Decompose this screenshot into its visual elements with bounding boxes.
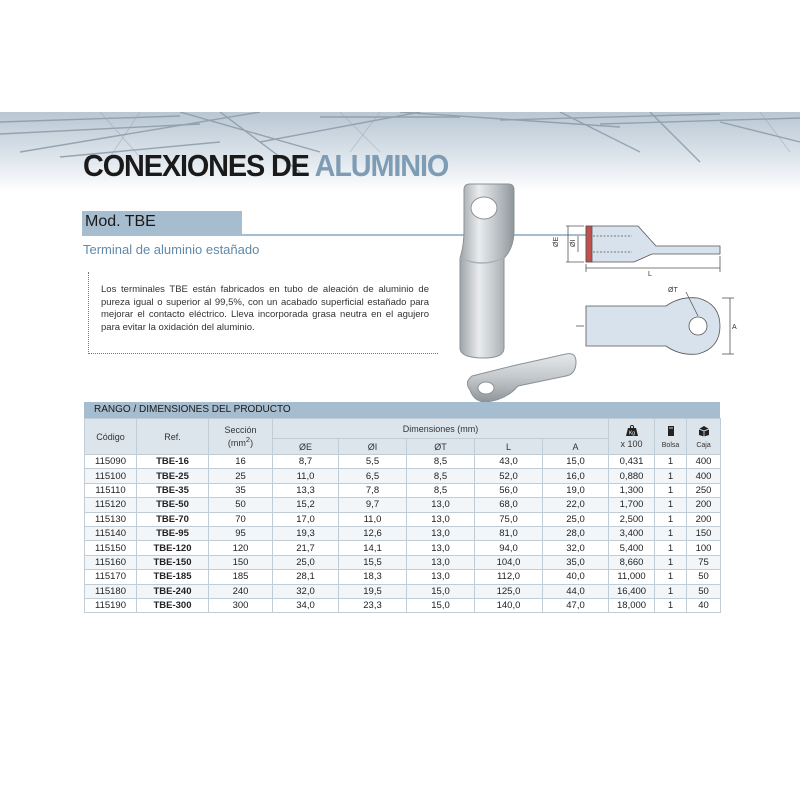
cell-codigo: 115090 <box>85 455 137 469</box>
page-title <box>83 148 448 184</box>
cell-seccion: 150 <box>209 555 273 569</box>
cell-i: 15,5 <box>339 555 407 569</box>
header-caja-label: Caja <box>696 441 711 449</box>
cell-l: 75,0 <box>475 512 543 526</box>
cell-e: 8,7 <box>273 455 339 469</box>
cell-a: 44,0 <box>543 584 609 598</box>
cell-kg: 1,700 <box>609 498 655 512</box>
cell-t: 13,0 <box>407 512 475 526</box>
cell-caja: 50 <box>687 584 721 598</box>
cell-kg: 8,660 <box>609 555 655 569</box>
cell-a: 32,0 <box>543 541 609 555</box>
label-l: L <box>648 271 652 278</box>
cell-e: 32,0 <box>273 584 339 598</box>
product-description: Los terminales TBE están fabricados en tubo de aleación de aluminio de pureza igual o superior al 99,5%, con un acabado superficial estañado para mejorar el contacto eléctrico. Lleva incorporada grasa neutra en el agujero para evitar la oxidación del aluminio. <box>101 284 429 333</box>
header-dimensiones: Dimensiones (mm) <box>273 419 609 439</box>
cell-i: 19,5 <box>339 584 407 598</box>
cell-bolsa: 1 <box>655 555 687 569</box>
cell-l: 104,0 <box>475 555 543 569</box>
cell-bolsa: 1 <box>655 498 687 512</box>
cell-i: 12,6 <box>339 526 407 540</box>
cell-ref: TBE-35 <box>137 483 209 497</box>
header-codigo: Código <box>85 419 137 455</box>
cell-a: 15,0 <box>543 455 609 469</box>
table-row <box>85 469 721 483</box>
cell-seccion: 70 <box>209 512 273 526</box>
cell-seccion: 120 <box>209 541 273 555</box>
cell-l: 81,0 <box>475 526 543 540</box>
table-row <box>85 541 721 555</box>
cell-codigo: 115150 <box>85 541 137 555</box>
cell-bolsa: 1 <box>655 526 687 540</box>
cell-t: 13,0 <box>407 541 475 555</box>
cell-caja: 75 <box>687 555 721 569</box>
cell-l: 140,0 <box>475 598 543 612</box>
cell-caja: 200 <box>687 512 721 526</box>
table-title: RANGO / DIMENSIONES DEL PRODUCTO <box>94 404 291 415</box>
cell-i: 11,0 <box>339 512 407 526</box>
cell-caja: 100 <box>687 541 721 555</box>
cell-codigo: 115140 <box>85 526 137 540</box>
title-accent: ALUMINIO <box>314 148 449 183</box>
cell-a: 16,0 <box>543 469 609 483</box>
cell-kg: 18,000 <box>609 598 655 612</box>
cell-bolsa: 1 <box>655 512 687 526</box>
table-row <box>85 526 721 540</box>
header-l: L <box>475 439 543 455</box>
cell-l: 52,0 <box>475 469 543 483</box>
cell-seccion: 185 <box>209 570 273 584</box>
cell-a: 28,0 <box>543 526 609 540</box>
cell-t: 13,0 <box>407 526 475 540</box>
cell-seccion: 50 <box>209 498 273 512</box>
title-dark: CONEXIONES DE <box>83 148 315 183</box>
box-icon <box>698 425 710 437</box>
cell-bolsa: 1 <box>655 483 687 497</box>
cell-t: 13,0 <box>407 570 475 584</box>
header-kg-label: x 100 <box>620 438 643 449</box>
side-view-drawing <box>548 218 738 278</box>
cell-t: 13,0 <box>407 555 475 569</box>
cell-kg: 1,300 <box>609 483 655 497</box>
table-row <box>85 498 721 512</box>
cell-ref: TBE-150 <box>137 555 209 569</box>
cell-ref: TBE-50 <box>137 498 209 512</box>
cell-seccion: 240 <box>209 584 273 598</box>
cell-kg: 2,500 <box>609 512 655 526</box>
cell-bolsa: 1 <box>655 598 687 612</box>
cell-bolsa: 1 <box>655 584 687 598</box>
cell-t: 8,5 <box>407 455 475 469</box>
header-i: ØI <box>339 439 407 455</box>
header-e: ØE <box>273 439 339 455</box>
header-t: ØT <box>407 439 475 455</box>
cell-codigo: 115160 <box>85 555 137 569</box>
cell-bolsa: 1 <box>655 570 687 584</box>
top-view-drawing <box>570 282 740 362</box>
cell-bolsa: 1 <box>655 455 687 469</box>
cell-kg: 11,000 <box>609 570 655 584</box>
header-seccion-unit: (mm <box>227 438 246 448</box>
cell-kg: 3,400 <box>609 526 655 540</box>
cell-seccion: 35 <box>209 483 273 497</box>
cell-ref: TBE-120 <box>137 541 209 555</box>
cell-a: 22,0 <box>543 498 609 512</box>
weight-icon <box>625 425 639 437</box>
cell-caja: 250 <box>687 483 721 497</box>
cell-t: 8,5 <box>407 469 475 483</box>
header-bolsa-label: Bolsa <box>661 441 680 449</box>
cell-e: 25,0 <box>273 555 339 569</box>
cell-kg: 0,880 <box>609 469 655 483</box>
cell-ref: TBE-300 <box>137 598 209 612</box>
cell-bolsa: 1 <box>655 541 687 555</box>
header-seccion-close: ) <box>250 438 254 448</box>
cell-caja: 200 <box>687 498 721 512</box>
weight-icon-label: Kg <box>628 430 635 436</box>
cell-i: 7,8 <box>339 483 407 497</box>
cell-e: 15,2 <box>273 498 339 512</box>
cell-codigo: 115110 <box>85 483 137 497</box>
header-a: A <box>543 439 609 455</box>
cell-e: 13,3 <box>273 483 339 497</box>
cell-i: 9,7 <box>339 498 407 512</box>
cell-ref: TBE-16 <box>137 455 209 469</box>
table-row <box>85 570 721 584</box>
cell-kg: 0,431 <box>609 455 655 469</box>
cell-l: 56,0 <box>475 483 543 497</box>
cell-seccion: 16 <box>209 455 273 469</box>
header-seccion-sup: 2 <box>245 435 251 444</box>
cell-ref: TBE-70 <box>137 512 209 526</box>
label-e: ØE <box>553 236 560 247</box>
table-row <box>85 512 721 526</box>
label-t: ØT <box>668 287 678 294</box>
cell-l: 68,0 <box>475 498 543 512</box>
header-bolsa <box>655 419 687 455</box>
cell-e: 34,0 <box>273 598 339 612</box>
cell-a: 35,0 <box>543 555 609 569</box>
cell-t: 8,5 <box>407 483 475 497</box>
label-a: A <box>732 324 737 331</box>
model-label: Mod. TBE <box>85 213 156 230</box>
cell-caja: 400 <box>687 469 721 483</box>
cell-e: 28,1 <box>273 570 339 584</box>
cell-seccion: 300 <box>209 598 273 612</box>
cell-l: 112,0 <box>475 570 543 584</box>
cell-codigo: 115100 <box>85 469 137 483</box>
cell-ref: TBE-25 <box>137 469 209 483</box>
cell-a: 47,0 <box>543 598 609 612</box>
cell-a: 40,0 <box>543 570 609 584</box>
cell-seccion: 95 <box>209 526 273 540</box>
cell-l: 43,0 <box>475 455 543 469</box>
product-photo <box>420 180 580 420</box>
cell-t: 15,0 <box>407 598 475 612</box>
table-row <box>85 555 721 569</box>
cell-e: 17,0 <box>273 512 339 526</box>
cell-ref: TBE-185 <box>137 570 209 584</box>
cell-l: 125,0 <box>475 584 543 598</box>
cell-ref: TBE-240 <box>137 584 209 598</box>
cell-i: 23,3 <box>339 598 407 612</box>
cell-kg: 16,400 <box>609 584 655 598</box>
bag-icon <box>667 425 675 437</box>
cell-codigo: 115130 <box>85 512 137 526</box>
cell-codigo: 115180 <box>85 584 137 598</box>
cell-kg: 5,400 <box>609 541 655 555</box>
header-kg <box>609 419 655 455</box>
cell-i: 14,1 <box>339 541 407 555</box>
table-row <box>85 584 721 598</box>
table-row <box>85 483 721 497</box>
header-caja <box>687 419 721 455</box>
cell-e: 21,7 <box>273 541 339 555</box>
cell-e: 11,0 <box>273 469 339 483</box>
product-table <box>84 418 721 613</box>
table-row <box>85 455 721 469</box>
model-subtitle: Terminal de aluminio estañado <box>83 242 260 257</box>
cell-t: 15,0 <box>407 584 475 598</box>
header-ref: Ref. <box>137 419 209 455</box>
table-body <box>85 455 721 613</box>
cell-ref: TBE-95 <box>137 526 209 540</box>
cell-caja: 400 <box>687 455 721 469</box>
cell-i: 5,5 <box>339 455 407 469</box>
cell-caja: 50 <box>687 570 721 584</box>
cell-t: 13,0 <box>407 498 475 512</box>
cell-a: 25,0 <box>543 512 609 526</box>
cell-caja: 40 <box>687 598 721 612</box>
cell-codigo: 115190 <box>85 598 137 612</box>
cell-caja: 150 <box>687 526 721 540</box>
cell-a: 19,0 <box>543 483 609 497</box>
cell-codigo: 115120 <box>85 498 137 512</box>
cell-e: 19,3 <box>273 526 339 540</box>
cell-l: 94,0 <box>475 541 543 555</box>
label-i: ØI <box>570 239 577 247</box>
table-row <box>85 598 721 612</box>
header-seccion-label: Sección <box>224 425 257 435</box>
cell-bolsa: 1 <box>655 469 687 483</box>
cell-seccion: 25 <box>209 469 273 483</box>
cell-i: 6,5 <box>339 469 407 483</box>
cell-codigo: 115170 <box>85 570 137 584</box>
cell-i: 18,3 <box>339 570 407 584</box>
header-seccion <box>209 419 273 455</box>
